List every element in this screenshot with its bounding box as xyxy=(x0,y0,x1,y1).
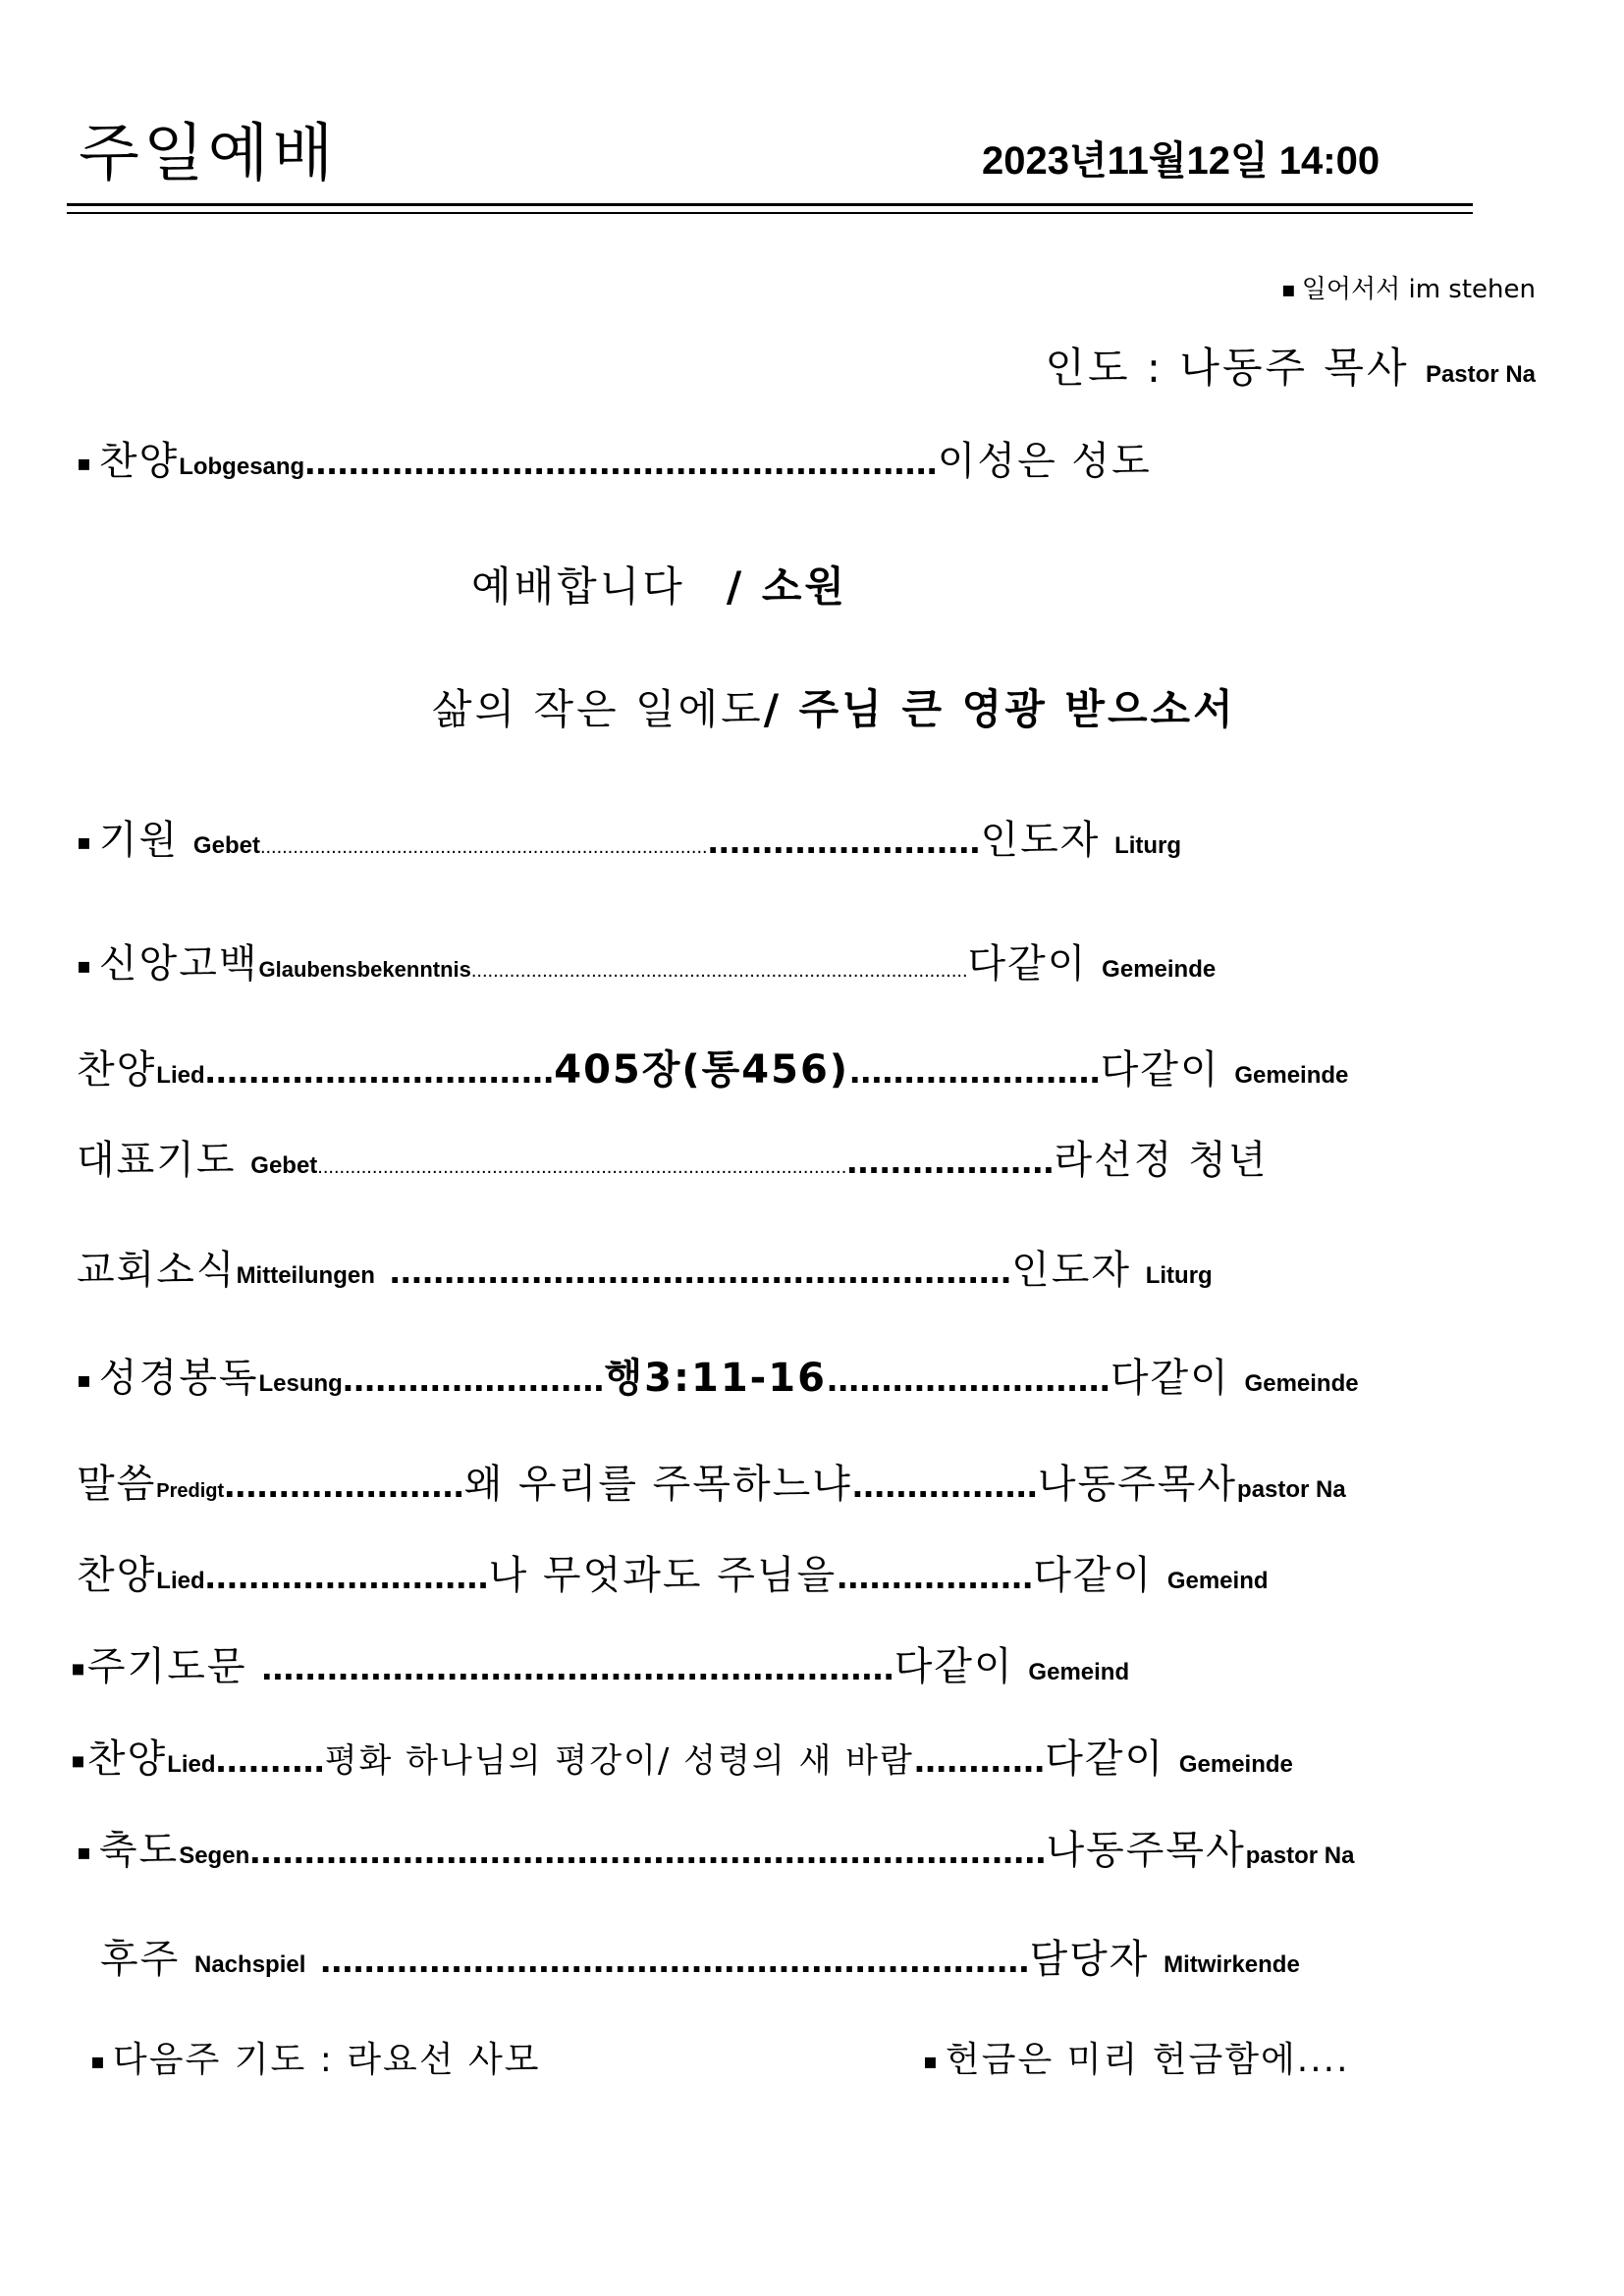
order-item-sermon: 말씀Predigt......................왜 우리를 주목하느냐.................나동주목사pastor Na xyxy=(77,1462,1346,1507)
service-leader: 인도 : 나동주 목사 Pastor Na xyxy=(1045,344,1536,392)
header-divider-top xyxy=(67,203,1473,206)
order-item-creed: ▪ 신앙고백Glaubensbekenntnis...........................................................................................다같이 Gemeinde xyxy=(77,941,1217,987)
offering-note: ▪ 헌금은 미리 헌금함에.... xyxy=(923,2040,1350,2080)
service-date: 2023년11월12일 14:00 xyxy=(982,139,1380,183)
order-item-benediction: ▪ 축도Segen.........................................................................나동주목사pastor Na xyxy=(77,1828,1355,1873)
order-item-postlude: 후주 Nachspiel .................................................................담당자 Mitwirkende xyxy=(100,1937,1300,1982)
bullet-icon: ▪ xyxy=(90,2049,107,2074)
hymn-line-1: 예배합니다 / 소원 xyxy=(471,562,847,611)
header-divider-bottom xyxy=(67,212,1473,214)
hymn-line-2: 삶의 작은 일에도/ 주님 큰 영광 받으소서 xyxy=(432,685,1236,733)
order-item-invocation: ▪ 기원 Gebet...........................................................................................................인도자 Liturg xyxy=(77,818,1182,863)
order-item-closing-hymn: ▪찬양Lied..........평화 하나님의 평강이/ 성령의 새 바람............다같이 Gemeinde xyxy=(71,1736,1293,1782)
order-item-lords-prayer: ▪주기도문 ..........................................................다같이 Gemeind xyxy=(71,1644,1130,1689)
bullet-icon: ▪ xyxy=(923,2049,940,2074)
bullet-icon: ▪ xyxy=(1280,278,1296,302)
order-item-opening-song: ▪ 찬양Lobgesang..........................................................이성은 성도 xyxy=(77,439,1152,484)
order-item-hymn-405: 찬양Lied................................405장(통456).......................다같이 Gemeinde xyxy=(77,1047,1349,1093)
bullet-icon: ▪ xyxy=(77,1840,93,1865)
order-item-representative-prayer: 대표기도 Gebet....................................................................................................................라선정 청년 xyxy=(77,1138,1269,1183)
standing-note: ▪ 일어서서 im stehen xyxy=(1280,275,1536,304)
bullet-icon: ▪ xyxy=(71,1748,87,1774)
order-item-hymn-response: 찬양Lied..........................나 무엇과도 주님을..................다같이 Gemeind xyxy=(77,1553,1269,1598)
bullet-icon: ▪ xyxy=(77,953,93,979)
bullet-icon: ▪ xyxy=(77,1367,93,1393)
next-week-prayer-note: ▪ 다음주 기도 : 라요선 사모 xyxy=(90,2040,541,2080)
order-item-announcements: 교회소식Mitteilungen .........................................................인도자 Liturg xyxy=(77,1248,1213,1293)
page-title: 주일예배 xyxy=(79,118,338,190)
bullet-icon: ▪ xyxy=(77,829,93,855)
bullet-icon: ▪ xyxy=(77,451,93,476)
order-item-scripture-reading: ▪ 성경봉독Lesung........................행3:11-16..........................다같이 Gemeinde xyxy=(77,1356,1359,1401)
bullet-icon: ▪ xyxy=(71,1656,87,1682)
